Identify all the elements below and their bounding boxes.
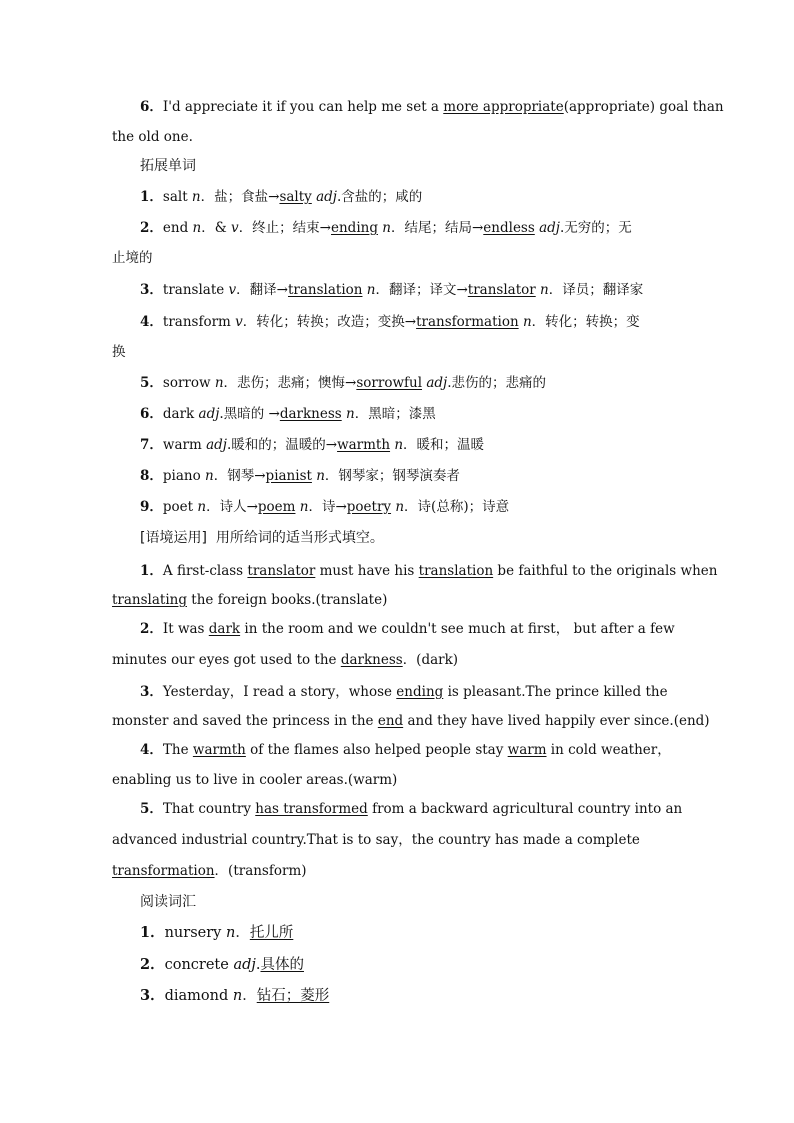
meaning: .含盐的；咸的 bbox=[336, 189, 423, 205]
answer-blank: warmth bbox=[192, 742, 246, 758]
part-of-speech: v bbox=[231, 220, 239, 236]
sentence-text: in cold weather， bbox=[546, 742, 671, 758]
word: translate bbox=[162, 282, 229, 298]
meaning: .悲伤的；悲痛的 bbox=[447, 375, 546, 391]
meaning: ．& bbox=[201, 220, 232, 236]
answer-blank: translator bbox=[247, 563, 316, 579]
word: salt bbox=[162, 189, 192, 205]
part-of-speech: n bbox=[299, 499, 309, 515]
meaning: .无穷的；无 bbox=[559, 220, 632, 236]
part-of-speech: n bbox=[346, 406, 355, 422]
answer-blank: 钻石；菱形 bbox=[256, 988, 330, 1004]
answer-blank: salty bbox=[279, 189, 312, 205]
separator: ． bbox=[242, 988, 257, 1004]
meaning: ．暖和；温暖 bbox=[403, 437, 485, 453]
word: end bbox=[162, 220, 193, 236]
word: dark bbox=[162, 406, 199, 422]
sentence-text: the old one. bbox=[112, 129, 193, 145]
item-number: 5． bbox=[140, 801, 163, 817]
part-of-speech: adj bbox=[426, 375, 448, 391]
answer-blank: dark bbox=[208, 621, 241, 637]
meaning: ．翻译→ bbox=[236, 282, 288, 298]
meaning: .暖和的；温暖的→ bbox=[226, 437, 338, 453]
meaning: ．钢琴家；钢琴演奏者 bbox=[324, 468, 460, 484]
context-instruction: 用所给词的适当形式填空。 bbox=[215, 530, 384, 546]
sentence-text: Yesterday，I read a story，whose bbox=[162, 684, 397, 700]
part-of-speech: n bbox=[394, 437, 404, 453]
separator: ． bbox=[235, 925, 250, 941]
word: transform bbox=[162, 314, 236, 330]
part-of-speech: n bbox=[191, 189, 201, 205]
meaning: .黑暗的 → bbox=[219, 406, 280, 422]
item-number: 2． bbox=[140, 220, 163, 236]
part-of-speech: n bbox=[382, 220, 391, 236]
context-item-4-line2: enabling us to live in cooler areas.(warm) bbox=[112, 772, 398, 788]
sentence-text: the foreign books.(translate) bbox=[187, 592, 388, 608]
sentence-text: The bbox=[162, 742, 193, 758]
reading-item-1 bbox=[0, 923, 794, 943]
part-of-speech: adj bbox=[316, 189, 337, 205]
item-number: 1． bbox=[140, 924, 165, 941]
sentence-text: A first-class bbox=[162, 563, 248, 579]
part-of-speech: v bbox=[235, 314, 243, 330]
sentence-text: and they have lived happily ever since.(end) bbox=[403, 713, 710, 729]
extend-item-9 bbox=[0, 497, 794, 517]
meaning: ．盐；食盐→ bbox=[200, 189, 280, 205]
part-of-speech: n bbox=[205, 468, 214, 484]
extend-item-4 bbox=[0, 312, 794, 332]
context-item-4-line1 bbox=[0, 740, 794, 760]
part-of-speech: adj bbox=[206, 437, 227, 453]
part-of-speech: n bbox=[366, 282, 376, 298]
answer-blank: darkness bbox=[340, 652, 403, 668]
item-number: 6． bbox=[140, 99, 163, 115]
item-number: 2． bbox=[140, 621, 163, 637]
section-title-reading: 阅读词汇 bbox=[140, 894, 196, 910]
item-number: 8． bbox=[140, 468, 163, 484]
sentence-text: It was bbox=[162, 621, 209, 637]
context-item-5-line2: advanced industrial country.That is to say，the country has made a complete bbox=[112, 832, 640, 848]
sentence-text: be faithful to the originals when bbox=[493, 563, 718, 579]
word: nursery bbox=[164, 925, 226, 941]
part-of-speech: v bbox=[228, 282, 237, 298]
extend-item-2-cont: 止境的 bbox=[112, 250, 153, 266]
item-number: 6． bbox=[140, 406, 163, 422]
answer-blank: translation bbox=[287, 282, 363, 298]
meaning: ．黑暗；漆黑 bbox=[354, 406, 436, 422]
word: poet bbox=[162, 499, 198, 515]
meaning: ．翻译；译文→ bbox=[375, 282, 468, 298]
answer-blank: 托儿所 bbox=[249, 925, 294, 941]
answer-blank: transformation bbox=[416, 314, 519, 330]
meaning: ．转化；转换；变 bbox=[531, 314, 640, 330]
meaning: ．悲伤；悲痛；懊悔→ bbox=[223, 375, 357, 391]
part-of-speech: adj bbox=[539, 220, 560, 236]
context-item-1-line2 bbox=[0, 590, 794, 610]
item-number: 4． bbox=[140, 742, 163, 758]
sentence-text: monster and saved the princess in the bbox=[112, 713, 378, 729]
answer-blank: 具体的 bbox=[260, 957, 304, 973]
item-number: 3． bbox=[140, 684, 163, 700]
word: piano bbox=[162, 468, 206, 484]
item-number: 4． bbox=[140, 314, 163, 330]
context-item-5-line3 bbox=[0, 861, 794, 881]
extend-item-6 bbox=[0, 404, 794, 424]
item-number: 3． bbox=[140, 987, 165, 1004]
part-of-speech: n bbox=[214, 375, 224, 391]
part-of-speech: n bbox=[225, 925, 236, 941]
item-number: 1． bbox=[140, 563, 163, 579]
context-item-1-line1 bbox=[0, 561, 794, 581]
sentence-text: from a backward agricultural country into an bbox=[367, 801, 683, 817]
word: concrete bbox=[164, 957, 234, 973]
meaning: ．转化；转换；改造；变换→ bbox=[242, 314, 417, 330]
item-number: 7． bbox=[140, 437, 163, 453]
extend-item-3 bbox=[0, 280, 794, 300]
item-number: 5． bbox=[140, 375, 163, 391]
part-of-speech: n bbox=[395, 499, 405, 515]
meaning: ．译员；翻译家 bbox=[548, 282, 644, 298]
meaning: ．诗(总称)；诗意 bbox=[404, 499, 510, 515]
answer-blank: darkness bbox=[279, 406, 342, 422]
part-of-speech: n bbox=[316, 468, 325, 484]
sentence-text: is pleasant.The prince killed the bbox=[443, 684, 668, 700]
extend-item-8 bbox=[0, 466, 794, 486]
reading-item-2 bbox=[0, 955, 794, 975]
item-number: 2． bbox=[140, 956, 165, 973]
context-item-3-line2 bbox=[0, 711, 794, 731]
extend-item-4-cont: 换 bbox=[112, 344, 126, 360]
word: sorrow bbox=[162, 375, 215, 391]
context-item-2-line2 bbox=[0, 650, 794, 670]
sentence-6-line2 bbox=[0, 127, 794, 147]
answer-blank: translating bbox=[112, 592, 187, 608]
word: diamond bbox=[164, 988, 233, 1004]
answer-blank: has transformed bbox=[255, 801, 368, 817]
reading-item-3 bbox=[0, 986, 794, 1006]
answer-blank: poem bbox=[257, 499, 296, 515]
item-number: 9． bbox=[140, 499, 163, 515]
answer-blank: translator bbox=[467, 282, 536, 298]
answer-blank: poetry bbox=[346, 499, 392, 515]
part-of-speech: n bbox=[192, 220, 202, 236]
section-title-context bbox=[0, 528, 794, 548]
sentence-text: (appropriate) goal than bbox=[563, 99, 724, 115]
item-number: 3． bbox=[140, 282, 163, 298]
part-of-speech: n bbox=[232, 988, 243, 1004]
sentence-text: I'd appreciate it if you can help me set a bbox=[162, 99, 444, 115]
answer-blank: warm bbox=[507, 742, 547, 758]
answer-blank: ending bbox=[331, 220, 378, 236]
sentence-6-line1 bbox=[0, 97, 794, 117]
section-title-extend: 拓展单词 bbox=[140, 158, 196, 174]
context-item-2-line1 bbox=[0, 619, 794, 639]
sentence-text: minutes our eyes got used to the bbox=[112, 652, 341, 668]
part-of-speech: n bbox=[197, 499, 207, 515]
answer-blank: endless bbox=[483, 220, 535, 236]
context-item-5-line1 bbox=[0, 799, 794, 819]
answer-blank: pianist bbox=[265, 468, 312, 484]
answer-blank: warmth bbox=[337, 437, 391, 453]
context-item-3-line1 bbox=[0, 682, 794, 702]
sentence-text: ．(dark) bbox=[402, 652, 459, 668]
separator: . bbox=[255, 957, 261, 973]
item-number: 1． bbox=[140, 189, 163, 205]
answer-blank: translation bbox=[418, 563, 494, 579]
answer-blank: ending bbox=[396, 684, 444, 700]
answer-blank: more appropriate bbox=[443, 99, 564, 115]
meaning: ．诗→ bbox=[308, 499, 347, 515]
extend-item-2 bbox=[0, 218, 794, 238]
meaning: ．钢琴→ bbox=[213, 468, 266, 484]
part-of-speech: n bbox=[540, 282, 549, 298]
sentence-text: must have his bbox=[315, 563, 419, 579]
sentence-text: That country bbox=[162, 801, 256, 817]
part-of-speech: adj bbox=[198, 406, 220, 422]
sentence-text: ．(transform) bbox=[214, 863, 307, 879]
meaning: ．结尾；结局→ bbox=[390, 220, 484, 236]
part-of-speech: adj bbox=[233, 957, 256, 973]
word: warm bbox=[162, 437, 207, 453]
extend-item-7 bbox=[0, 435, 794, 455]
sentence-text: in the room and we couldn't see much at first， but after a few bbox=[240, 621, 675, 637]
part-of-speech: n bbox=[522, 314, 532, 330]
context-title: [语境运用] bbox=[140, 530, 207, 546]
extend-item-1 bbox=[0, 187, 794, 207]
extend-item-5 bbox=[0, 373, 794, 393]
answer-blank: sorrowful bbox=[356, 375, 423, 391]
answer-blank: transformation bbox=[112, 863, 215, 879]
meaning: ．终止；结束→ bbox=[238, 220, 331, 236]
meaning: ．诗人→ bbox=[206, 499, 258, 515]
sentence-text: of the flames also helped people stay bbox=[245, 742, 508, 758]
answer-blank: end bbox=[377, 713, 404, 729]
